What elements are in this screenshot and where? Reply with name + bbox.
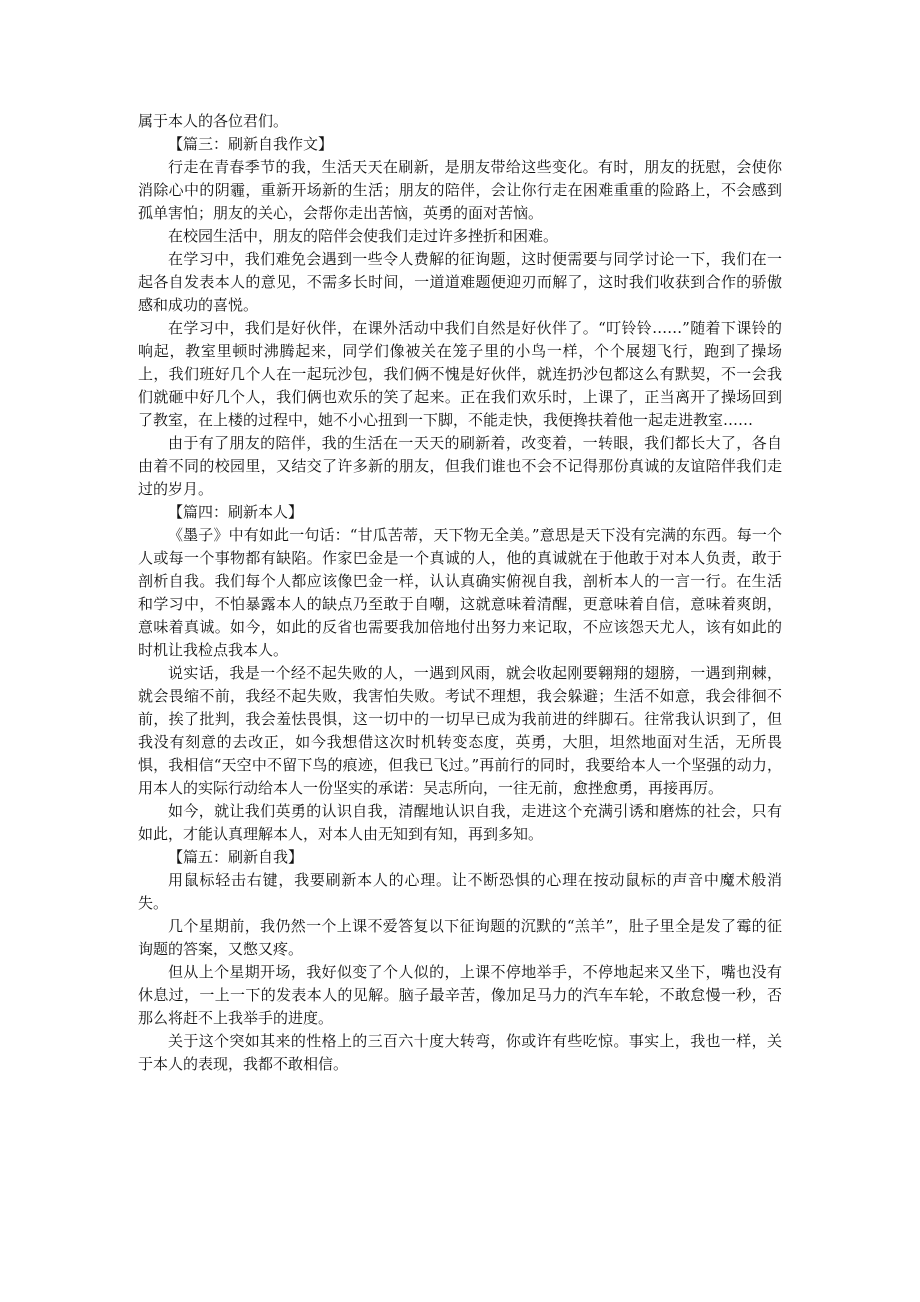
- paragraph: 在学习中，我们难免会遇到一些令人费解的征询题，这时便需要与同学讨论一下，我们在一起各自发表本人的意见，不需多长时间，一道道难题便迎刃而解了，这时我们收获到合作的骄傲感和成功的喜悦。: [138, 250, 782, 314]
- paragraph: 在学习中，我们是好伙伴，在课外活动中我们自然是好伙伴了。“叮铃铃……”随着下课铃的响起，教室里顿时沸腾起来，同学们像被关在笼子里的小鸟一样，个个展翅飞行，跑到了操场上，我们班好几个人在一起玩沙包，我们俩不愧是好伙伴，就连扔沙包都这么有默契，不一会我们就砸中好几个人，我们俩也欢乐的笑了起来。正在我们欢乐时，上课了，正当离开了操场回到了教室，在上楼的过程中，她不小心扭到一下脚，不能走快，我便搀扶着他一起走进教室……: [138, 319, 782, 429]
- paragraph: 行走在青春季节的我，生活天天在刷新，是朋友带给这些变化。有时，朋友的抚慰，会使你消除心中的阴霾，重新开场新的生活；朋友的陪伴，会让你行走在困难重重的险路上，不会感到孤单害怕；朋友的关心，会帮你走出苦恼，英勇的面对苦恼。: [138, 158, 782, 222]
- section-heading-5: 【篇五：刷新自我】: [168, 848, 304, 866]
- paragraph: 几个星期前，我仍然一个上课不爱答复以下征询题的沉默的“羔羊”，肚子里全是发了霉的征询题的答案，又憋又疼。: [138, 917, 782, 958]
- document-page: [138, 110, 782, 1076]
- paragraph-continuation: 属于本人的各位君们。: [138, 112, 289, 130]
- paragraph: 《墨子》中有如此一句话：“甘瓜苦蒂，天下物无全美。”意思是天下没有完满的东西。每一个人或每一个事物都有缺陷。作家巴金是一个真诚的人，他的真诚就在于他敢于对本人负责，敢于剖析自我。我们每个人都应该像巴金一样，认认真确实俯视自我，剖析本人的一言一行。在生活和学习中，不怕暴露本人的缺点乃至敢于自嘲，这就意味着清醒，更意味着自信，意味着爽朗，意味着真诚。如今，如此的反省也需要我加倍地付出努力来记取，不应该怨天尤人，该有如此的时机让我检点我本人。: [138, 526, 782, 659]
- paragraph: 关于这个突如其来的性格上的三百六十度大转弯，你或许有些吃惊。事实上，我也一样，关于本人的表现，我都不敢相信。: [138, 1032, 782, 1073]
- paragraph: 由于有了朋友的陪伴，我的生活在一天天的刷新着，改变着，一转眼，我们都长大了，各自由着不同的校园里，又结交了许多新的朋友，但我们谁也不会不记得那份真诚的友谊陪伴我们走过的岁月。: [138, 434, 782, 498]
- paragraph: 用鼠标轻击右键，我要刷新本人的心理。让不断恐惧的心理在按动鼠标的声音中魔术般消失。: [138, 871, 782, 912]
- paragraph: 在校园生活中，朋友的陪伴会使我们走过许多挫折和困难。: [168, 227, 559, 245]
- paragraph: 说实话，我是一个经不起失败的人，一遇到风雨，就会收起刚要翱翔的翅膀，一遇到荆棘，就会畏缩不前，我经不起失败，我害怕失败。考试不理想，我会躲避；生活不如意，我会徘徊不前，挨了批判，我会羞怯畏惧，这一切中的一切早已成为我前进的绊脚石。往常我认识到了，但我没有刻意的去改正，如今我想借这次时机转变态度，英勇，大胆，坦然地面对生活，无所畏惧，我相信“天空中不留下鸟的痕迹，但我已飞过。”再前行的同时，我要给本人一个坚强的动力，用本人的实际行动给本人一份坚实的承诺：吴志所向，一往无前，愈挫愈勇，再接再厉。: [138, 664, 782, 797]
- paragraph: 如今，就让我们英勇的认识自我，清醒地认识自我，走进这个充满引诱和磨炼的社会，只有如此，才能认真理解本人，对本人由无知到有知，再到多知。: [138, 802, 782, 843]
- paragraph: 但从上个星期开场，我好似变了个人似的，上课不停地举手，不停地起来又坐下，嘴也没有休息过，一上一下的发表本人的见解。脑子最辛苦，像加足马力的汽车车轮，不敢怠慢一秒，否那么将赶不上我举手的进度。: [138, 963, 782, 1027]
- section-heading-3: 【篇三：刷新自我作文】: [168, 135, 334, 153]
- section-heading-4: 【篇四：刷新本人】: [168, 503, 304, 521]
